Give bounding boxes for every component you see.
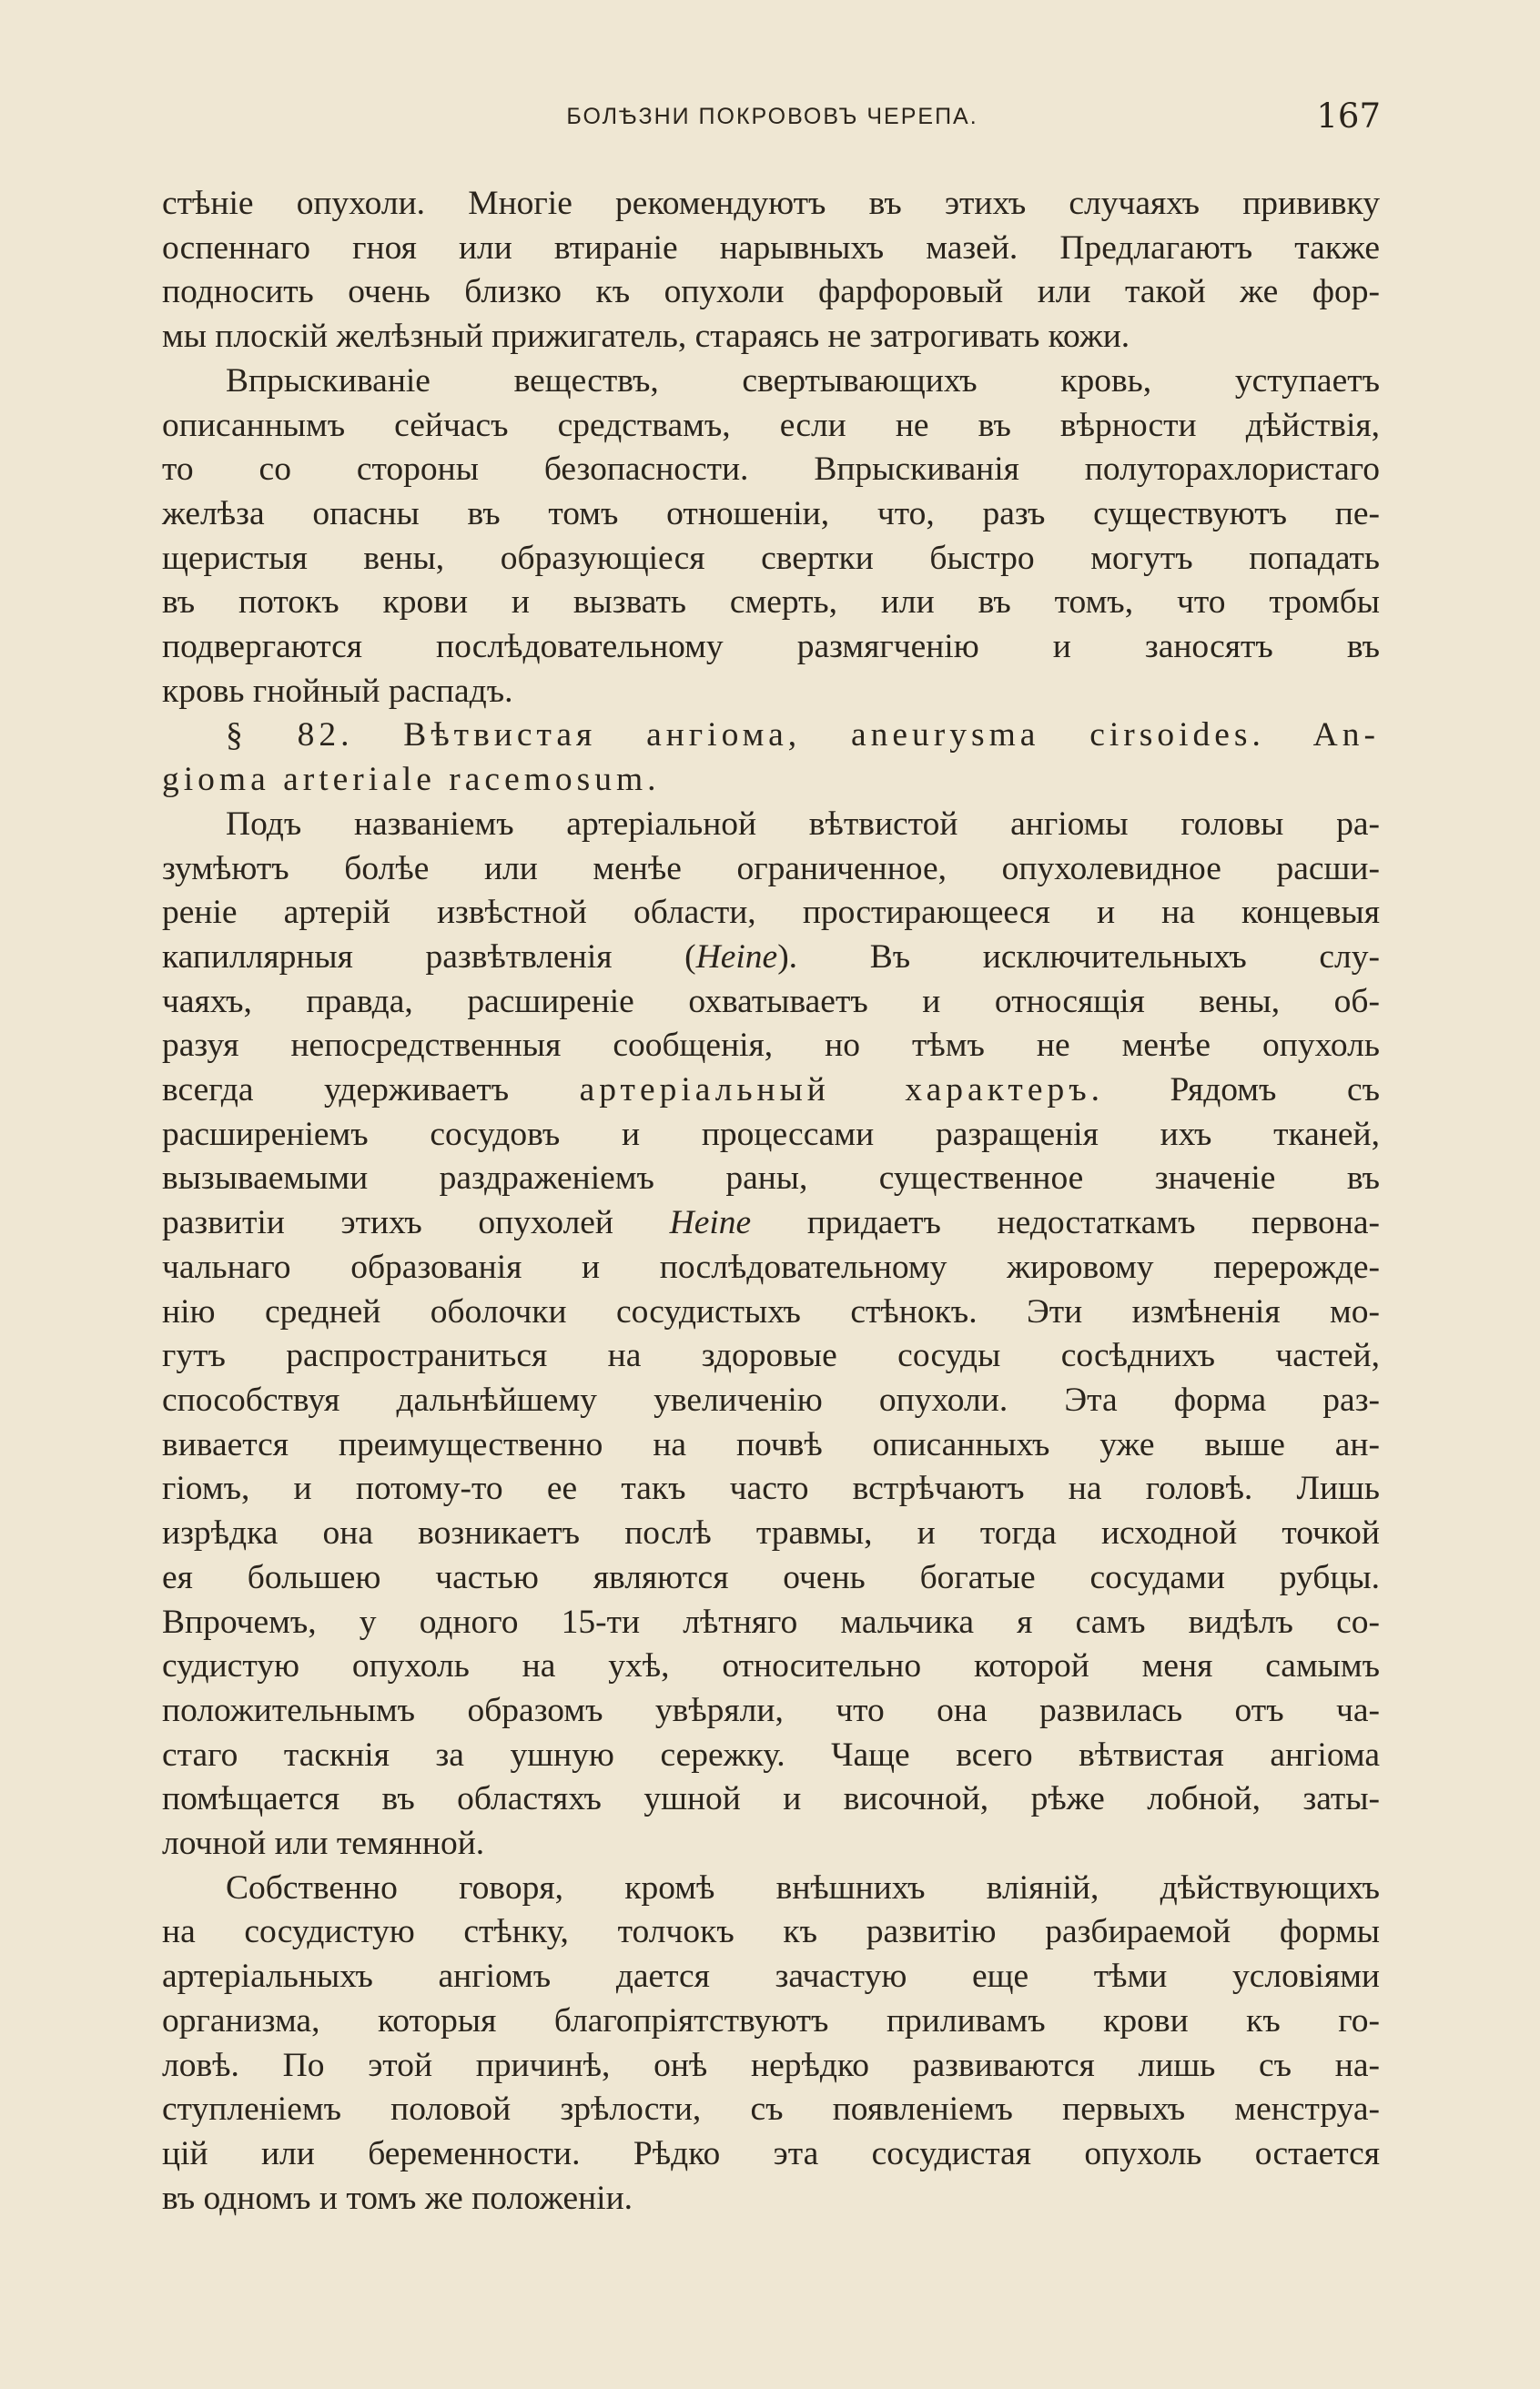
text-line: гіомъ, и потому-то ее такъ часто встрѣчаютъ на головѣ. Лишь xyxy=(162,1470,1380,1508)
text-line: ступленіемъ половой зрѣлости, съ появленіемъ первыхъ менструа- xyxy=(162,2090,1380,2129)
text-line: щеристыя вены, образующіеся свертки быстро могутъ попадать xyxy=(162,539,1380,577)
text-line: положительнымъ образомъ увѣряли, что она развилась отъ ча- xyxy=(162,1691,1380,1729)
running-title: БОЛѢЗНИ ПОКРОВОВЪ ЧЕРЕПА. xyxy=(566,104,978,129)
emphasis: артеріальный характеръ xyxy=(579,1071,1091,1109)
section-heading: gioma arteriale racemosum. xyxy=(162,761,661,799)
text-line: описаннымъ сейчасъ средствамъ, если не въ вѣрности дѣйствія, xyxy=(162,406,1380,444)
text-line: стѣніе опухоли. Многіе рекомендуютъ въ этихъ случаяхъ прививку xyxy=(162,185,1380,222)
text-line: ловѣ. По этой причинѣ, онѣ нерѣдко развиваются лишь съ на- xyxy=(162,2046,1380,2084)
text-line: въ потокъ крови и вызвать смерть, или въ томъ, что тромбы xyxy=(162,583,1380,622)
text-line: способствуя дальнѣйшему увеличенію опухоли. Эта форма раз- xyxy=(162,1381,1380,1419)
author-name: Heine xyxy=(695,937,778,976)
text-line: гутъ распространиться на здоровые сосуды сосѣднихъ частей, xyxy=(162,1337,1380,1375)
text-span: . Рядомъ съ xyxy=(1090,1071,1380,1109)
page-header xyxy=(164,96,1381,142)
text-line: артеріальныхъ ангіомъ дается зачастую еще тѣми условіями xyxy=(162,1958,1380,1996)
section-heading: § 82. Вѣтвистая ангіома, aneurysma cirsoides. An- xyxy=(226,716,1380,754)
text-line: цій или беременности. Рѣдко эта сосудистая опухоль остается xyxy=(162,2134,1380,2172)
text-span: капиллярныя развѣтвленія ( xyxy=(162,937,696,976)
page-number: 167 xyxy=(1316,96,1381,136)
text-span: ). Въ исключительныхъ слу- xyxy=(777,937,1380,976)
text-line: чаяхъ, правда, расширеніе охватываетъ и относящія вены, об- xyxy=(162,982,1380,1020)
text-line: помѣщается въ областяхъ ушной и височной, рѣже лобной, заты- xyxy=(162,1780,1380,1818)
text-line: на сосудистую стѣнку, толчокъ къ развитію разбираемой формы xyxy=(162,1913,1380,1951)
text-line: подвергаются послѣдовательному размягченію и заносятъ въ xyxy=(162,628,1380,666)
text-line: разуя непосредственныя сообщенія, но тѣмъ не менѣе опухоль xyxy=(162,1027,1380,1065)
text-line: ея большею частью являются очень богатые сосудами рубцы. xyxy=(162,1558,1380,1596)
text-line: изрѣдка она возникаетъ послѣ травмы, и тогда исходной точкой xyxy=(162,1514,1380,1553)
text-span: придаетъ недостаткамъ первона- xyxy=(751,1204,1380,1242)
text-line: реніе артерій извѣстной области, простирающееся и на концевыя xyxy=(162,894,1380,932)
text-line: судистую опухоль на ухѣ, относительно которой меня самымъ xyxy=(162,1647,1380,1685)
text-line: Собственно говоря, кромѣ внѣшнихъ вліяній, дѣйствующихъ xyxy=(226,1868,1380,1907)
text-line: подносить очень близко къ опухоли фарфоровый или такой же фор- xyxy=(162,273,1380,311)
text-line: вызываемыми раздраженіемъ раны, существенное значеніе въ xyxy=(162,1159,1380,1198)
text-line: кровь гнойный распадъ. xyxy=(162,672,513,710)
text-line: вивается преимущественно на почвѣ описанныхъ уже выше ан- xyxy=(162,1425,1380,1463)
text-line xyxy=(162,1068,1380,1113)
text-line: нію средней оболочки сосудистыхъ стѣнокъ. Эти измѣненія мо- xyxy=(162,1292,1380,1331)
text-line: лочной или темянной. xyxy=(162,1825,485,1863)
text-line: желѣза опасны въ томъ отношеніи, что, разъ существуютъ пе- xyxy=(162,494,1380,532)
text-line: въ одномъ и томъ же положеніи. xyxy=(162,2179,633,2217)
body-text xyxy=(162,182,1380,2221)
text-line: Впрочемъ, у одного 15-ти лѣтняго мальчика я самъ видѣлъ со- xyxy=(162,1603,1380,1641)
text-line: Подъ названіемъ артеріальной вѣтвистой ангіомы головы ра- xyxy=(226,805,1380,843)
text-line: Впрыскиваніе веществъ, свертывающихъ кровь, уступаетъ xyxy=(226,361,1380,400)
text-line: то со стороны безопасности. Впрыскиванія полуторахлористаго xyxy=(162,450,1380,489)
text-span: развитіи этихъ опухолей xyxy=(162,1204,670,1242)
text-line xyxy=(162,1201,1380,1246)
text-line: чальнаго образованія и послѣдовательному жировому перерожде- xyxy=(162,1248,1380,1286)
text-line: стаго таскнія за ушную сережку. Чаще всего вѣтвистая ангіома xyxy=(162,1736,1380,1774)
text-span: всегда удерживаетъ xyxy=(162,1071,580,1109)
text-line: расширеніемъ сосудовъ и процессами разращенія ихъ тканей, xyxy=(162,1115,1380,1153)
text-line: организма, которыя благопріятствуютъ приливамъ крови къ го- xyxy=(162,2001,1380,2040)
text-line xyxy=(162,936,1380,980)
text-line: зумѣютъ болѣе или менѣе ограниченное, опухолевидное расши- xyxy=(162,849,1380,887)
text-line: мы плоскій желѣзный прижигатель, стараясь не затрогивать кожи. xyxy=(162,318,1130,356)
text-line: оспеннаго гноя или втираніе нарывныхъ мазей. Предлагаютъ также xyxy=(162,228,1380,267)
author-name: Heine xyxy=(669,1204,752,1242)
